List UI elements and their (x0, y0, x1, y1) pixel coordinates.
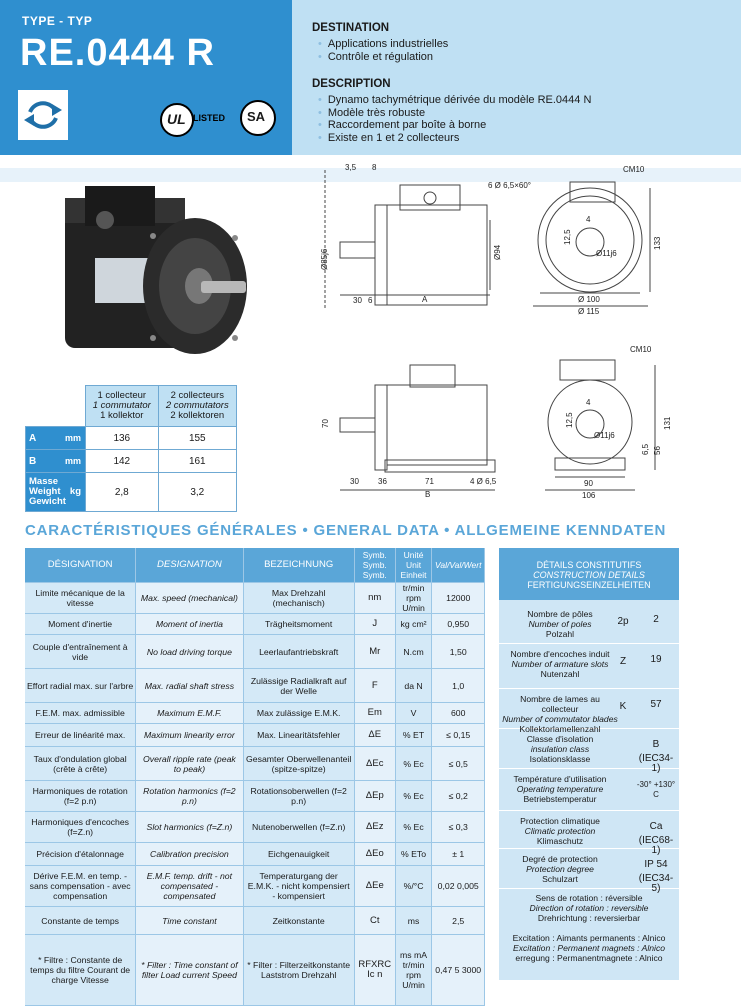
detail-label-fr: Protection climatique (520, 816, 600, 826)
detail-label-de: Schulzart (542, 874, 578, 884)
dim-label: 6 (368, 296, 373, 305)
magnets-note-line: erregung : Permanentmagnete : Alnico (515, 953, 663, 963)
table-cell-de: Trägheitsmoment (243, 614, 354, 635)
list-item: • Dynamo tachymétrique dérivée du modèle RE.0444 N (318, 94, 591, 107)
detail-item (499, 728, 679, 774)
table-cell-sym: ΔE (354, 724, 395, 747)
detail-item (499, 603, 679, 644)
table-cell-val: 12000 (432, 583, 485, 614)
table-cell-fr: Moment d'inertie (25, 614, 136, 635)
col-header-2: 2 collecteurs 2 commutators 2 kollektoren (158, 386, 236, 427)
dim-label: 56 (653, 446, 662, 455)
dim-label: Ø 115 (578, 307, 600, 316)
table-cell-en: Slot harmonics (f=Z.n) (136, 812, 243, 843)
table-cell-fr: Constante de temps (25, 907, 136, 935)
list-item: • Contrôle et régulation (318, 51, 448, 64)
detail-value: 19 (650, 654, 662, 665)
table-cell-unit: % ETo (395, 843, 432, 866)
table-cell-val: ≤ 0,5 (432, 747, 485, 781)
table-cell-sym: RFXRC Ic n (354, 935, 395, 1006)
table-cell-unit: % ET (395, 724, 432, 747)
detail-label-fr: Degré de protection (522, 854, 598, 864)
table-cell-fr: Erreur de linéarité max. (25, 724, 136, 747)
detail-label-de: Kollektorlamellenzahl (519, 724, 601, 734)
rotation-note-line: Direction of rotation : reversible (529, 903, 649, 913)
dim-label: Ø94 (493, 244, 502, 260)
detail-symbol: Z (619, 656, 627, 667)
listed-label: LISTED (193, 113, 226, 123)
detail-label-de: Betriebstemperatur (523, 794, 597, 804)
table-cell-sym: J (354, 614, 395, 635)
dim-label: 106 (582, 491, 596, 500)
detail-item (499, 688, 679, 734)
table-cell-unit: % Ec (395, 781, 432, 812)
detail-label-de: Polzahl (545, 629, 575, 639)
table-cell-sym: Mr (354, 635, 395, 669)
table-cell-de: Temperaturgang der E.M.K. - nicht kompensiert - kompensiert (243, 866, 354, 907)
dim-label: 70 (321, 419, 330, 428)
table-row: B mm 142 161 (26, 450, 237, 473)
table-row (25, 583, 485, 614)
table-cell-sym: ΔEp (354, 781, 395, 812)
table-cell-fr: * Filtre : Constante de temps du filtre Courant de charge Vitesse (25, 935, 136, 1006)
dim-label: A (422, 295, 428, 304)
table-cell-en: Calibration precision (136, 843, 243, 866)
table-cell-en: Maximum E.M.F. (136, 703, 243, 724)
table-cell-sym: nm (354, 583, 395, 614)
table-cell-en: * Filter : Time constant of filter Load current Speed (136, 935, 243, 1006)
detail-label-fr: Nombre d'encoches induit (510, 649, 610, 659)
detail-label-fr: Nombre de pôles (527, 609, 593, 619)
table-cell-val: ≤ 0,3 (432, 812, 485, 843)
dim-label: CM10 (623, 165, 645, 174)
dim-label: Ø11j6 (594, 431, 615, 440)
table-row (25, 866, 485, 907)
table-cell-val: 2,5 (432, 907, 485, 935)
table-cell-val: 0,47 5 3000 (432, 935, 485, 1006)
list-item: • Raccordement par boîte à borne (318, 119, 591, 132)
dim-label: 90 (584, 479, 593, 488)
description-title: DESCRIPTION (312, 78, 391, 90)
table-cell-unit: da N (395, 669, 432, 703)
detail-symbol: K (619, 701, 627, 712)
dim-label: 6,5 (641, 443, 650, 455)
detail-label-en: insulation class (530, 744, 590, 754)
dim-label: 4 Ø 6,5 (470, 477, 497, 486)
magnets-note-line: Excitation : Permanent magnets : Alnico (512, 943, 666, 953)
table-cell-fr: Effort radial max. sur l'arbre (25, 669, 136, 703)
table-cell-val: 0,02 0,005 (432, 866, 485, 907)
csa-logo-icon: SA (240, 100, 276, 136)
general-data-table (25, 548, 485, 1006)
table-cell-en: Maximum linearity error (136, 724, 243, 747)
detail-label-fr: Classe d'isolation (526, 734, 594, 744)
table-row (25, 781, 485, 812)
table-cell-fr: Limite mécanique de la vitesse (25, 583, 136, 614)
dimension-table (25, 385, 237, 512)
table-row (25, 703, 485, 724)
details-header: DÉTAILS CONSTITUTIFS CONSTRUCTION DETAILS FERTIGUNGSEINZELHEITEN (499, 548, 679, 600)
table-cell-val: ≤ 0,15 (432, 724, 485, 747)
table-cell-fr: Dérive F.E.M. en temp. - sans compensation - avec compensation (25, 866, 136, 907)
detail-value: 57 (650, 699, 662, 710)
destination-list (318, 38, 448, 63)
detail-label-de: Nutenzahl (540, 669, 580, 679)
dim-label: 12,5 (565, 412, 574, 428)
table-cell-fr: Harmoniques d'encoches (f=Z.n) (25, 812, 136, 843)
type-label: TYPE - TYP (22, 14, 93, 28)
table-cell-unit: % Ec (395, 747, 432, 781)
list-item: • Applications industrielles (318, 38, 448, 51)
table-row (25, 724, 485, 747)
table-cell-de: Rotationsoberwellen (f=2 p.n) (243, 781, 354, 812)
dim-label: 71 (425, 477, 434, 486)
table-cell-en: Max. speed (mechanical) (136, 583, 243, 614)
product-photo (25, 178, 255, 378)
table-cell-en: Time constant (136, 907, 243, 935)
description-list (318, 94, 591, 144)
detail-note: (IEC34-1) (638, 753, 674, 774)
rotation-icon (18, 90, 68, 140)
detail-value: 2 (653, 614, 659, 625)
detail-symbol: 2p (617, 616, 629, 627)
table-cell-de: Zulässige Radialkraft auf der Welle (243, 669, 354, 703)
list-item: • Existe en 1 et 2 collecteurs (318, 132, 591, 145)
detail-note: (IEC68-1) (638, 835, 674, 856)
detail-item (499, 848, 679, 894)
table-cell-unit: ms mA tr/min rpm U/min (395, 935, 432, 1006)
table-cell-fr: Couple d'entraînement à vide (25, 635, 136, 669)
table-cell-unit: kg cm² (395, 614, 432, 635)
table-cell-en: No load driving torque (136, 635, 243, 669)
rotation-note-line: Sens de rotation : réversible (535, 893, 643, 903)
table-cell-de: Gesamter Oberwellenanteil (spitze-spitze) (243, 747, 354, 781)
detail-value: B (652, 739, 660, 750)
dim-label: 30 (353, 296, 362, 305)
table-row (25, 812, 485, 843)
table-cell-fr: Taux d'ondulation global (crête à crête) (25, 747, 136, 781)
detail-label-en: Operating temperature (516, 784, 604, 794)
dim-label: Ø11j6 (596, 249, 617, 258)
table-row (25, 907, 485, 935)
table-cell-unit: ms (395, 907, 432, 935)
table-cell-fr: Harmoniques de rotation (f=2 p.n) (25, 781, 136, 812)
dim-label: 4 (586, 398, 591, 407)
table-row (25, 635, 485, 669)
table-cell-val: 1,50 (432, 635, 485, 669)
table-cell-unit: % Ec (395, 812, 432, 843)
table-cell-val: 600 (432, 703, 485, 724)
construction-details-panel (499, 548, 679, 980)
table-cell-sym: ΔEe (354, 866, 395, 907)
dim-label: 4 (586, 215, 591, 224)
detail-label-de: Isolationsklasse (529, 754, 591, 764)
table-cell-de: Max Drehzahl (mechanisch) (243, 583, 354, 614)
table-cell-unit: N.cm (395, 635, 432, 669)
detail-note: (IEC34-5) (638, 873, 674, 894)
table-cell-unit: %/°C (395, 866, 432, 907)
destination-title: DESTINATION (312, 22, 390, 34)
table-cell-en: Moment of inertia (136, 614, 243, 635)
dim-label: B (425, 490, 431, 499)
table-cell-val: ≤ 0,2 (432, 781, 485, 812)
detail-label-en: Number of commutator blades (502, 714, 618, 724)
detail-label-en: Climatic protection (524, 826, 596, 836)
table-cell-sym: ΔEo (354, 843, 395, 866)
list-item: • Modèle très robuste (318, 107, 591, 120)
model-title: RE.0444 R (20, 32, 215, 74)
dim-label: 12,5 (563, 229, 572, 245)
table-row: A mm 136 155 (26, 427, 237, 450)
detail-label-fr: Température d'utilisation (513, 774, 607, 784)
detail-value: IP 54 (644, 859, 668, 870)
table-cell-de: Leerlaufantriebskraft (243, 635, 354, 669)
dim-label: Ø 100 (578, 295, 600, 304)
table-cell-en: Rotation harmonics (f=2 p.n) (136, 781, 243, 812)
ul-logo-icon: UL (160, 103, 194, 137)
magnets-note-line: Excitation : Aimants permanents : Alnico (512, 933, 666, 943)
dim-label: Ø85j6 (320, 248, 329, 270)
dim-label: 36 (378, 477, 387, 486)
detail-item (499, 643, 679, 689)
table-row (25, 843, 485, 866)
table-row: Masse Weight kg Gewicht 2,8 3,2 (26, 473, 237, 512)
table-row (25, 614, 485, 635)
table-cell-val: 0,950 (432, 614, 485, 635)
detail-label-en: Number of poles (528, 619, 592, 629)
detail-label-de: Klimaschutz (536, 836, 584, 846)
dim-label: 8 (372, 163, 377, 172)
detail-item (499, 768, 679, 811)
table-cell-fr: Précision d'étalonnage (25, 843, 136, 866)
table-cell-de: Max. Linearitätsfehler (243, 724, 354, 747)
detail-value: Ca (649, 821, 663, 832)
table-cell-sym: Em (354, 703, 395, 724)
table-cell-sym: ΔEz (354, 812, 395, 843)
dim-label: CM10 (630, 345, 652, 354)
table-cell-fr: F.E.M. max. admissible (25, 703, 136, 724)
table-cell-unit: V (395, 703, 432, 724)
table-cell-de: Nutenoberwellen (f=Z.n) (243, 812, 354, 843)
technical-drawings (300, 160, 741, 500)
detail-label-fr: Nombre de lames au collecteur (520, 694, 600, 714)
table-cell-sym: Ct (354, 907, 395, 935)
detail-label-en: Number of armature slots (511, 659, 609, 669)
dim-label: 6 Ø 6,5×60° (488, 181, 532, 190)
table-cell-de: Max zulässige E.M.K. (243, 703, 354, 724)
table-cell-de: Zeitkonstante (243, 907, 354, 935)
dim-label: 30 (350, 477, 359, 486)
section-title: CARACTÉRISTIQUES GÉNÉRALES • GENERAL DATA • ALLGEMEINE KENNDATEN (25, 522, 667, 539)
table-cell-val: 1,0 (432, 669, 485, 703)
detail-item (499, 810, 679, 856)
rotation-note (501, 893, 677, 923)
dim-label: 133 (653, 236, 662, 250)
table-row (25, 935, 485, 1006)
table-row (25, 669, 485, 703)
table-header-row: DÉSIGNATION DESIGNATION BEZEICHNUNG Symb. Symb. Symb. Unité Unit Einheit Val/Val/Wert (25, 548, 485, 583)
rotation-note-line: Drehrichtung : reversierbar (537, 913, 641, 923)
dim-label: 131 (663, 416, 672, 430)
table-cell-val: ± 1 (432, 843, 485, 866)
table-cell-sym: ΔEc (354, 747, 395, 781)
detail-label-en: Protection degree (526, 864, 594, 874)
table-cell-en: Overall ripple rate (peak to peak) (136, 747, 243, 781)
magnets-note (501, 933, 677, 963)
table-cell-unit: tr/min rpm U/min (395, 583, 432, 614)
table-cell-sym: F (354, 669, 395, 703)
table-cell-de: * Filter : Filterzeitkonstante Laststrom Drehzahl (243, 935, 354, 1006)
table-cell-en: E.M.F. temp. drift - not compensated - compensated (136, 866, 243, 907)
col-header-1: 1 collecteur 1 commutator 1 kollektor (86, 386, 159, 427)
dim-label: 3,5 (345, 163, 357, 172)
table-row (25, 747, 485, 781)
table-cell-de: Eichgenauigkeit (243, 843, 354, 866)
detail-value: -30° +130° C (636, 780, 676, 799)
table-cell-en: Max. radial shaft stress (136, 669, 243, 703)
